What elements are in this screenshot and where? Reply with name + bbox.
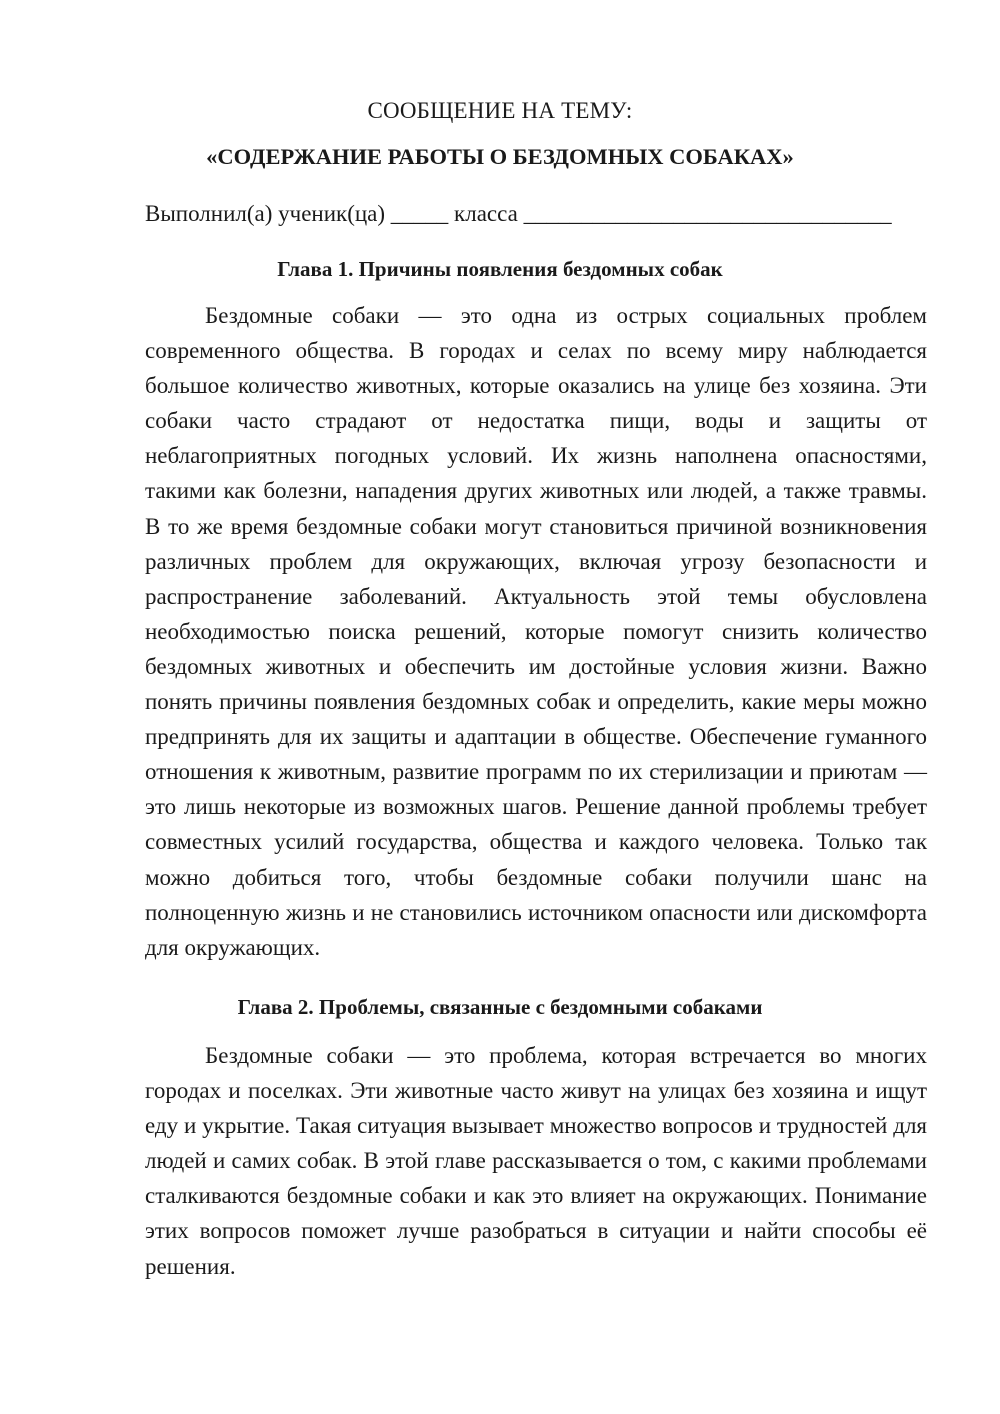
document-title: СООБЩЕНИЕ НА ТЕМУ: (367, 98, 633, 123)
chapter-2-heading: Глава 2. Проблемы, связанные с бездомными собаками (237, 995, 763, 1019)
chapter-1-paragraph: Бездомные собаки — это одна из острых социальных проблем современного общества. В городах и селах по всему миру наблюдается большое количество животных, которые оказались на улице без хозяина. Эти собаки часто страдают от недостатка пищи, воды и защиты от неблагоприятных погодных условий. Их жизнь наполнена опасностями, такими как болезни, нападения других животных или людей, а также травмы. В то же время бездомные собаки могут становиться причиной возникновения различных проблем для окружающих, включая угрозу безопасности и распространение заболеваний. Актуальность этой темы обусловлена необходимостью поиска решений, которые помогут снизить количество бездомных животных и обеспечить им достойные условия жизни. Важно понять причины появления бездомных собак и определить, какие меры можно предпринять для их защиты и адаптации в обществе. Обеспечение гуманного отношения к животным, развитие программ по их стерилизации и приютам — это лишь некоторые из возможных шагов. Решение данной проблемы требует совместных усилий государства, общества и каждого человека. Только так можно добиться того, чтобы бездомные собаки получили шанс на полноценную жизнь и не становились источником опасности или дискомфорта для окружающих. (145, 303, 927, 960)
document-topic: «СОДЕРЖАНИЕ РАБОТЫ О БЕЗДОМНЫХ СОБАКАХ» (206, 144, 794, 169)
chapter-1-heading: Глава 1. Причины появления бездомных собак (277, 257, 723, 281)
author-line: Выполнил(а) ученик(ца) _____ класса ________________________________ (145, 201, 892, 226)
chapter-2-paragraph: Бездомные собаки — это проблема, которая встречается во многих городах и поселках. Эти животные часто живут на улицах без хозяина и ищут еду и укрытие. Такая ситуация вызывает множество вопросов и трудностей для людей и самих собак. В этой главе рассказывается о том, с какими проблемами сталкиваются бездомные собаки и как это влияет на окружающих. Понимание этих вопросов поможет лучше разобраться в ситуации и найти способы её решения. (145, 1043, 927, 1279)
